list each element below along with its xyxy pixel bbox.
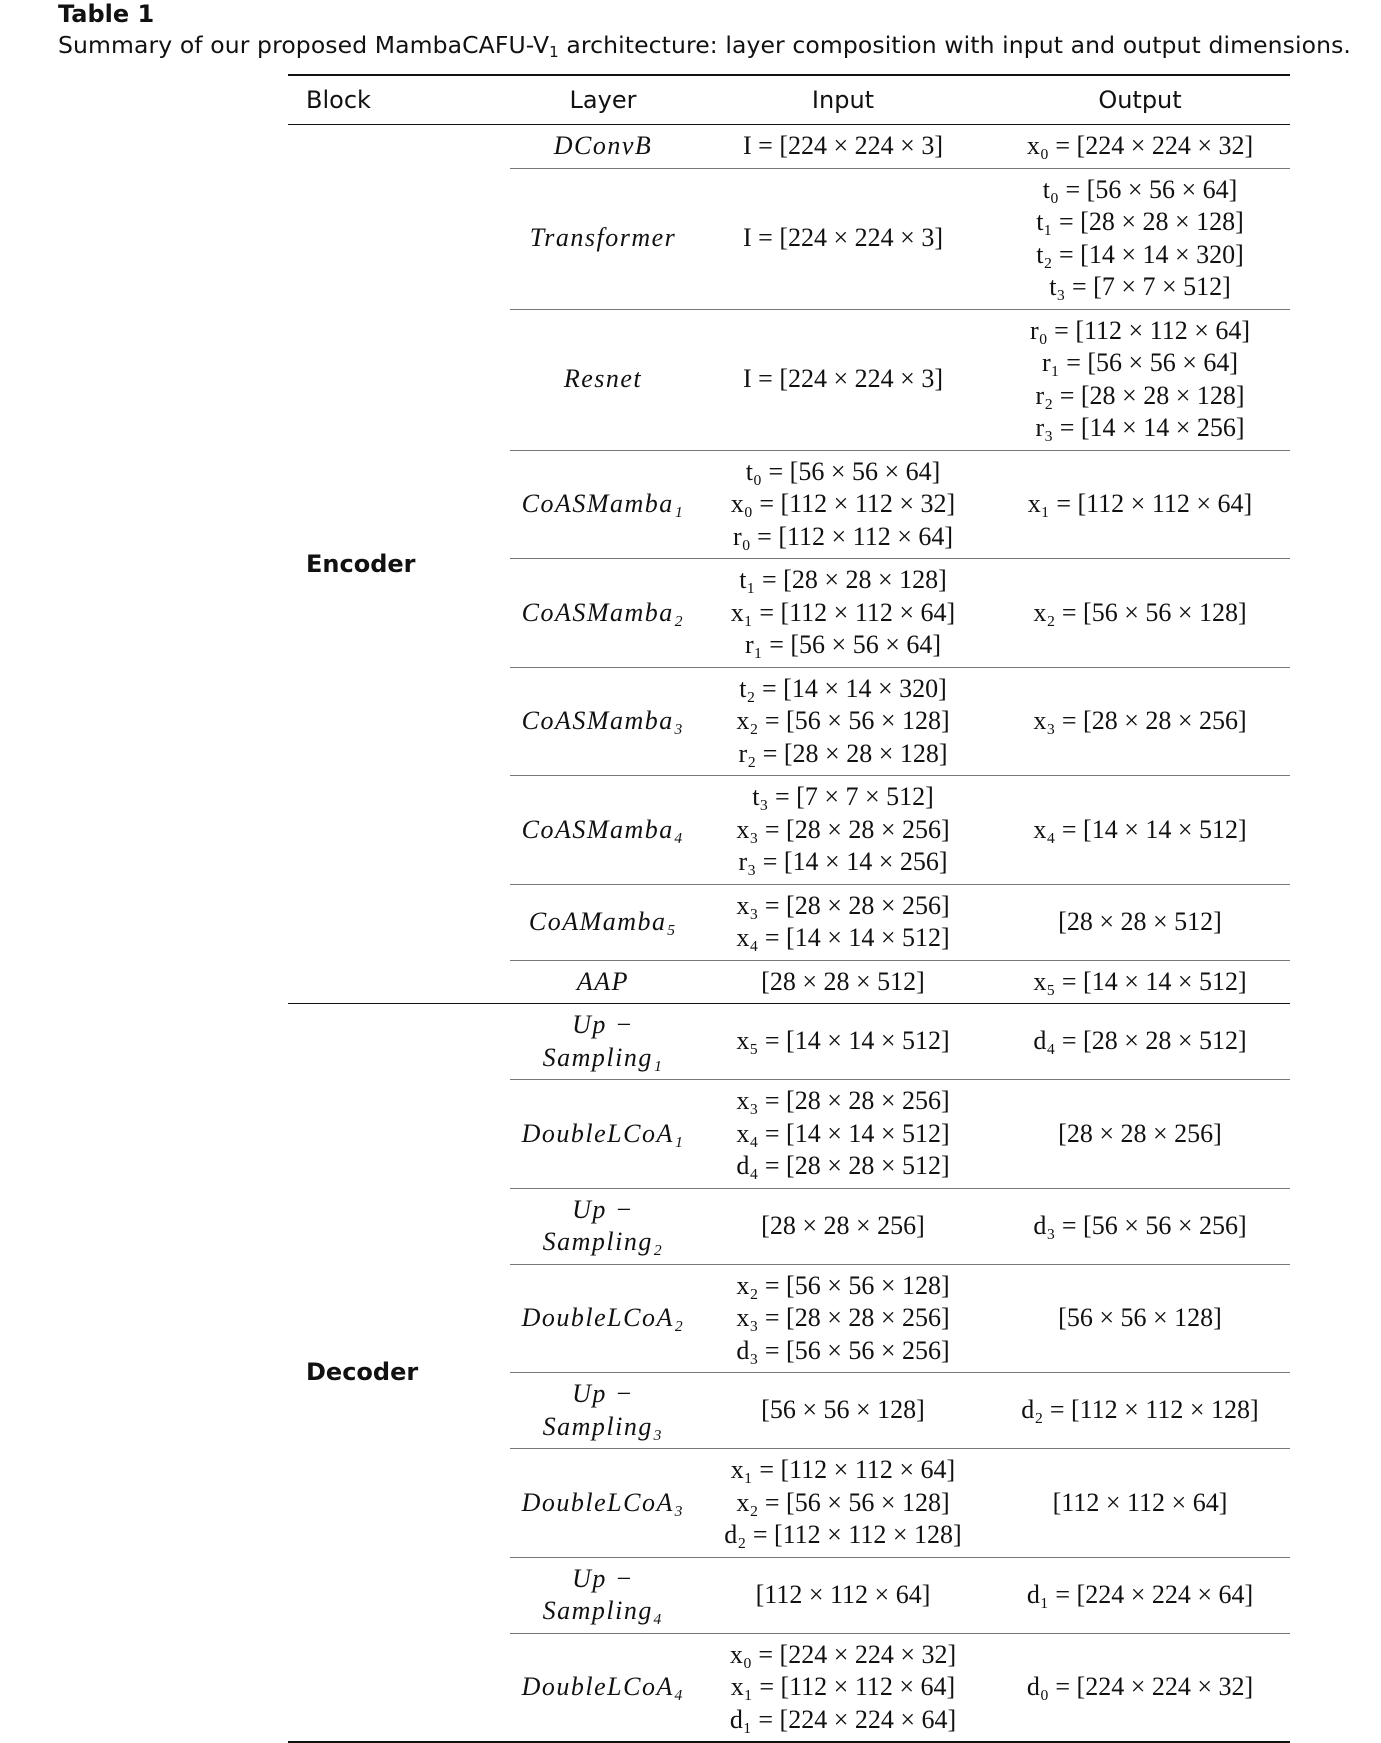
input-line: x₁ = [112 × 112 × 64] (730, 597, 956, 627)
header-row (288, 75, 1290, 125)
output-cell (990, 1188, 1290, 1264)
output-line: x₂ = [56 × 56 × 128] (1033, 597, 1247, 627)
input-cell (696, 125, 990, 169)
input-line: [56 × 56 × 128] (761, 1395, 925, 1425)
input-line: r₃ = [14 × 14 × 256] (738, 847, 948, 876)
summary-table (288, 74, 1290, 1743)
output-cell (990, 1264, 1290, 1373)
output-cell (990, 1373, 1290, 1449)
layer-cell: Up − Sampling₁ (510, 1004, 696, 1080)
output-cell (990, 125, 1290, 169)
input-line: x₂ = [56 × 56 × 128] (736, 706, 950, 735)
input-line: x₄ = [14 × 14 × 512] (736, 923, 950, 952)
output-cell (990, 1557, 1290, 1633)
output-cell (990, 884, 1290, 960)
input-line: x₁ = [112 × 112 × 64] (730, 1672, 956, 1701)
layer-cell: CoASMamba₁ (510, 450, 696, 559)
layer-cell: DoubleLCoA₁ (510, 1080, 696, 1189)
input-cell (696, 1004, 990, 1080)
input-line: x₂ = [56 × 56 × 128] (736, 1270, 950, 1300)
output-line: d₁ = [224 × 224 × 64] (1026, 1579, 1254, 1609)
input-line: d₁ = [224 × 224 × 64] (729, 1704, 957, 1734)
input-line: x₃ = [28 × 28 × 256] (736, 1086, 950, 1115)
table-row (288, 1004, 1290, 1080)
input-cell (696, 667, 990, 776)
output-line: r₂ = [28 × 28 × 128] (1035, 380, 1245, 410)
output-line: t₂ = [14 × 14 × 320] (1036, 239, 1244, 269)
input-line: x₁ = [112 × 112 × 64] (730, 1455, 956, 1484)
header-input: Input (811, 86, 875, 114)
decoder-section (288, 1004, 1290, 1743)
output-cell (990, 450, 1290, 559)
output-cell (990, 1004, 1290, 1080)
layer-cell: DConvB (510, 125, 696, 169)
layer-cell: Up − Sampling₂ (510, 1188, 696, 1264)
input-line: [112 × 112 × 64] (755, 1579, 931, 1609)
input-line: x₅ = [14 × 14 × 512] (736, 1026, 950, 1056)
input-cell (696, 884, 990, 960)
input-line: I = [224 × 224 × 3] (743, 223, 943, 253)
encoder-block-label: Encoder (306, 549, 416, 578)
output-line: x₄ = [14 × 14 × 512] (1033, 814, 1247, 844)
input-cell (696, 1557, 990, 1633)
input-cell (696, 168, 990, 309)
layer-cell: DoubleLCoA₂ (510, 1264, 696, 1373)
caption-subscript: 1 (549, 43, 559, 61)
output-line: x₅ = [14 × 14 × 512] (1033, 966, 1247, 996)
header-output: Output (1098, 86, 1182, 114)
output-cell (990, 667, 1290, 776)
input-cell (696, 1188, 990, 1264)
input-line: d₃ = [56 × 56 × 256] (736, 1335, 950, 1365)
input-line: I = [224 × 224 × 3] (743, 364, 943, 394)
input-cell (696, 309, 990, 450)
output-line: r₁ = [56 × 56 × 64] (1041, 348, 1239, 377)
layer-cell: DoubleLCoA₄ (510, 1633, 696, 1742)
output-cell (990, 168, 1290, 309)
input-cell (696, 450, 990, 559)
output-line: x₃ = [28 × 28 × 256] (1033, 706, 1247, 735)
caption-text (58, 30, 1358, 60)
output-cell (990, 1633, 1290, 1742)
layer-cell: CoAMamba₅ (510, 884, 696, 960)
output-cell (990, 309, 1290, 450)
input-cell (696, 1633, 990, 1742)
input-line: d₄ = [28 × 28 × 512] (736, 1151, 950, 1180)
input-line: [28 × 28 × 512] (761, 966, 925, 996)
output-line: t₃ = [7 × 7 × 512] (1049, 272, 1231, 301)
header-block: Block (306, 86, 371, 114)
input-line: d₂ = [112 × 112 × 128] (724, 1520, 962, 1549)
input-line: [28 × 28 × 256] (761, 1210, 925, 1240)
layer-cell: Transformer (510, 168, 696, 309)
output-line: x₀ = [224 × 224 × 32] (1026, 131, 1254, 160)
output-line: d₂ = [112 × 112 × 128] (1021, 1395, 1259, 1425)
layer-cell: Up − Sampling₃ (510, 1373, 696, 1449)
input-cell (696, 1373, 990, 1449)
input-cell (696, 1449, 990, 1558)
output-line: [56 × 56 × 128] (1058, 1303, 1222, 1332)
output-line: [28 × 28 × 256] (1058, 1118, 1222, 1148)
layer-cell: CoASMamba₂ (510, 559, 696, 668)
input-line: x₄ = [14 × 14 × 512] (736, 1118, 950, 1148)
input-cell (696, 1080, 990, 1189)
layer-cell: CoASMamba₄ (510, 776, 696, 885)
header-layer: Layer (569, 86, 637, 114)
output-line: [112 × 112 × 64] (1052, 1487, 1228, 1517)
table-row (288, 125, 1290, 169)
input-line: x₃ = [28 × 28 × 256] (736, 814, 950, 844)
output-line: d₃ = [56 × 56 × 256] (1033, 1210, 1247, 1240)
caption-text-main: Summary of our proposed MambaCAFU-V (58, 31, 550, 59)
output-line: x₁ = [112 × 112 × 64] (1027, 489, 1253, 518)
layer-cell: Resnet (510, 309, 696, 450)
layer-cell: DoubleLCoA₃ (510, 1449, 696, 1558)
input-line: x₀ = [224 × 224 × 32] (729, 1639, 957, 1669)
input-line: x₂ = [56 × 56 × 128] (736, 1487, 950, 1517)
output-cell (990, 1449, 1290, 1558)
output-cell (990, 776, 1290, 885)
caption-text-rest: architecture: layer composition with input and output dimensions. (558, 31, 1351, 59)
input-cell (696, 776, 990, 885)
input-line: x₃ = [28 × 28 × 256] (736, 890, 950, 920)
encoder-section (288, 125, 1290, 1004)
input-line: t₁ = [28 × 28 × 128] (739, 565, 947, 594)
layer-cell: AAP (576, 966, 630, 996)
input-line: r₁ = [56 × 56 × 64] (744, 630, 942, 659)
input-line: x₀ = [112 × 112 × 32] (730, 489, 956, 518)
output-line: d₀ = [224 × 224 × 32] (1026, 1672, 1254, 1701)
output-cell (990, 559, 1290, 668)
output-cell (990, 960, 1290, 1004)
input-line: t₂ = [14 × 14 × 320] (739, 673, 947, 703)
output-line: r₃ = [14 × 14 × 256] (1035, 413, 1245, 442)
output-line: r₀ = [112 × 112 × 64] (1029, 315, 1251, 345)
input-line: r₂ = [28 × 28 × 128] (738, 738, 948, 768)
output-line: t₁ = [28 × 28 × 128] (1036, 207, 1244, 236)
input-cell (696, 1264, 990, 1373)
output-cell (990, 1080, 1290, 1189)
output-line: d₄ = [28 × 28 × 512] (1033, 1026, 1247, 1056)
output-line: t₀ = [56 × 56 × 64] (1042, 174, 1238, 204)
input-line: x₃ = [28 × 28 × 256] (736, 1303, 950, 1332)
layer-cell: Up − Sampling₄ (510, 1557, 696, 1633)
table-title: Table 1 (58, 0, 155, 28)
output-line: [28 × 28 × 512] (1058, 906, 1222, 936)
decoder-block-label: Decoder (288, 1004, 510, 1743)
input-line: t₃ = [7 × 7 × 512] (752, 782, 934, 811)
table-caption (58, 0, 1358, 60)
input-line: r₀ = [112 × 112 × 64] (732, 521, 954, 551)
input-line: t₀ = [56 × 56 × 64] (745, 456, 941, 486)
input-line: I = [224 × 224 × 3] (743, 131, 943, 160)
layer-cell: CoASMamba₃ (510, 667, 696, 776)
input-cell (696, 559, 990, 668)
input-cell (696, 960, 990, 1004)
